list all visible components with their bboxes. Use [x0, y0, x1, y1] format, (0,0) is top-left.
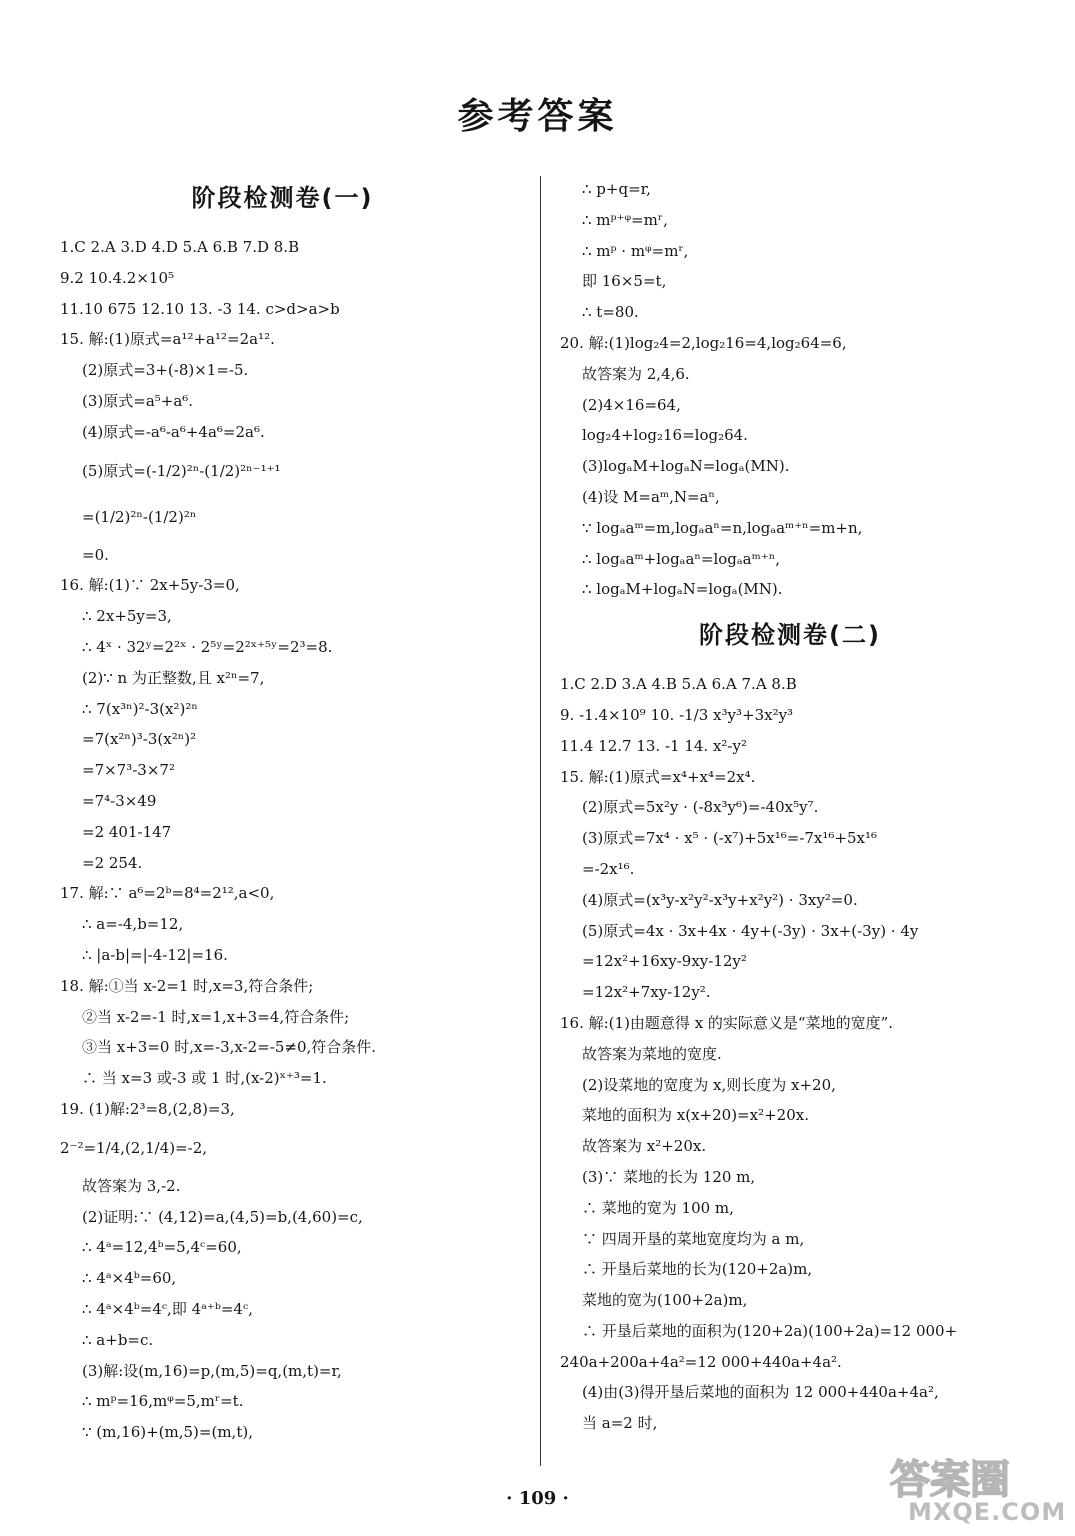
answer-line: ∴ t=80. — [582, 303, 639, 322]
answer-line: (4)设 M=aᵐ,N=aⁿ, — [582, 487, 720, 506]
page-number: · 109 · — [506, 1488, 569, 1509]
answer-line: (4)原式=(x³y-x²y²-x³y+x²y²) · 3xy²=0. — [582, 890, 858, 909]
column-divider — [540, 176, 541, 1466]
answer-line: 菜地的面积为 x(x+20)=x²+20x. — [582, 1106, 809, 1125]
watermark-logo — [880, 1448, 1067, 1528]
answer-line: (2)∵ n 为正整数,且 x²ⁿ=7, — [82, 668, 265, 687]
answer-line: 1.C 2.D 3.A 4.B 5.A 6.A 7.A 8.B — [560, 675, 797, 694]
answer-line: ∴ mᵖ · mᵠ=mʳ, — [582, 241, 689, 260]
answer-line: 240a+200a+4a²=12 000+440a+4a². — [560, 1352, 842, 1371]
answer-line: ∴ 4ᵃ×4ᵇ=4ᶜ,即 4ᵃ⁺ᵇ=4ᶜ, — [82, 1299, 253, 1318]
answer-line: ∴ 7(x³ⁿ)²-3(x²)²ⁿ — [82, 699, 198, 718]
answer-line: ∴ 4ᵃ×4ᵇ=60, — [82, 1269, 177, 1288]
answer-line: 故答案为 2,4,6. — [582, 364, 690, 383]
answer-line: ∴ 4ᵃ=12,4ᵇ=5,4ᶜ=60, — [82, 1238, 242, 1257]
answer-line: ∵ (m,16)+(m,5)=(m,t), — [82, 1423, 253, 1442]
section-title-1: 阶段检测卷(一) — [191, 184, 374, 212]
answer-line: (5)原式=(-1/2)²ⁿ-(1/2)²ⁿ⁻¹⁺¹ — [82, 461, 281, 480]
answer-line: =12x²+7xy-12y². — [582, 983, 711, 1002]
answer-line: =0. — [82, 545, 109, 564]
answer-line: =2 401-147 — [82, 822, 172, 841]
answer-line: ∴ |a-b|=|-4-12|=16. — [82, 945, 228, 964]
answer-line: 16. 解:(1)由题意得 x 的实际意义是“菜地的宽度”. — [560, 1013, 894, 1032]
answer-line: 1.C 2.A 3.D 4.D 5.A 6.B 7.D 8.B — [60, 238, 300, 256]
answer-line: ∴ 当 x=3 或-3 或 1 时,(x-2)ˣ⁺³=1. — [82, 1069, 327, 1088]
answer-line: (2)原式=3+(-8)×1=-5. — [82, 361, 249, 380]
answer-line: ∴ logₐM+logₐN=logₐ(MN). — [582, 580, 783, 599]
answer-line: (3)解:设(m,16)=p,(m,5)=q,(m,t)=r, — [82, 1361, 342, 1380]
answer-line: (2)原式=5x²y · (-8x³y⁶)=-40x⁵y⁷. — [582, 798, 819, 817]
answer-line: =2 254. — [82, 853, 143, 872]
answer-line: 即 16×5=t, — [582, 272, 667, 291]
answer-line: ∴ 2x+5y=3, — [82, 607, 172, 626]
answer-line: 故答案为菜地的宽度. — [582, 1044, 722, 1063]
answer-line: ∴ 4ˣ · 32ʸ=2²ˣ · 2⁵ʸ=2²ˣ⁺⁵ʸ=2³=8. — [82, 637, 333, 656]
answer-line: ∴ mᵖ⁺ᵠ=mʳ, — [582, 210, 668, 229]
answer-line: 故答案为 3,-2. — [82, 1176, 181, 1195]
answer-line: 9. -1.4×10⁹ 10. -1/3 x³y³+3x²y³ — [560, 705, 794, 724]
answer-line: 9.2 10.4.2×10⁵ — [60, 268, 175, 287]
answer-line: ∴ logₐaᵐ+logₐaⁿ=logₐaᵐ⁺ⁿ, — [582, 549, 780, 568]
watermark-text: MXQE.COM — [908, 1498, 1067, 1526]
section-title-2: 阶段检测卷(二) — [699, 621, 881, 650]
answer-line: (3)logₐM+logₐN=logₐ(MN). — [582, 457, 790, 476]
answer-line: ∴ 开垦后菜地的长为(120+2a)m, — [582, 1260, 813, 1279]
answer-line: 16. 解:(1)∵ 2x+5y-3=0, — [60, 576, 240, 595]
answer-line: ∴ p+q=r, — [582, 180, 651, 198]
answer-line: (5)原式=4x · 3x+4x · 4y+(-3y) · 3x+(-3y) · 4y — [582, 921, 919, 940]
watermark-glyph: 答案圈 — [890, 1457, 1010, 1503]
answer-line: (2)证明:∵ (4,12)=a,(4,5)=b,(4,60)=c, — [82, 1207, 363, 1226]
answer-line: ②当 x-2=-1 时,x=1,x+3=4,符合条件; — [82, 1007, 350, 1026]
answer-line: 17. 解:∵ a⁶=2ᵇ=8⁴=2¹²,a<0, — [60, 884, 275, 903]
answer-line: (2)4×16=64, — [582, 395, 681, 414]
answer-line: 15. 解:(1)原式=a¹²+a¹²=2a¹². — [60, 330, 275, 349]
answer-line: (3)∵ 菜地的长为 120 m, — [582, 1167, 756, 1186]
answer-line: 2⁻²=1/4,(2,1/4)=-2, — [60, 1138, 208, 1157]
answer-line: 11.4 12.7 13. -1 14. x²-y² — [560, 736, 747, 755]
page-title: 参考答案 — [457, 96, 618, 137]
answer-line: (4)原式=-a⁶-a⁶+4a⁶=2a⁶. — [82, 422, 265, 441]
answer-line: ∴ 开垦后菜地的面积为(120+2a)(100+2a)=12 000+ — [582, 1321, 958, 1340]
answer-line: =7(x²ⁿ)³-3(x²ⁿ)² — [82, 730, 197, 749]
answer-line: ∴ a=-4,b=12, — [82, 915, 184, 934]
answer-line: (2)设菜地的宽度为 x,则长度为 x+20, — [582, 1075, 836, 1094]
answer-line: =7×7³-3×7² — [82, 761, 175, 780]
answer-line: =(1/2)²ⁿ-(1/2)²ⁿ — [82, 507, 197, 526]
answer-line: 20. 解:(1)log₂4=2,log₂16=4,log₂64=6, — [560, 333, 847, 352]
answer-line: ∵ logₐaᵐ=m,logₐaⁿ=n,logₐaᵐ⁺ⁿ=m+n, — [582, 518, 863, 537]
answer-line: 19. (1)解:2³=8,(2,8)=3, — [60, 1099, 235, 1118]
answer-line: =7⁴-3×49 — [82, 791, 157, 810]
answer-line: ∵ 四周开垦的菜地宽度均为 a m, — [582, 1229, 805, 1248]
answer-line: 15. 解:(1)原式=x⁴+x⁴=2x⁴. — [560, 767, 756, 786]
answer-line: 18. 解:①当 x-2=1 时,x=3,符合条件; — [60, 976, 314, 995]
answer-line: (4)由(3)得开垦后菜地的面积为 12 000+440a+4a², — [582, 1383, 939, 1402]
answer-line: (3)原式=7x⁴ · x⁵ · (-x⁷)+5x¹⁶=-7x¹⁶+5x¹⁶ — [582, 829, 878, 848]
left-column — [60, 176, 505, 1448]
answer-line: ③当 x+3=0 时,x=-3,x-2=-5≠0,符合条件. — [82, 1038, 377, 1057]
answer-line: ∴ mᵖ=16,mᵠ=5,mʳ=t. — [82, 1392, 244, 1411]
answer-line: =12x²+16xy-9xy-12y² — [582, 952, 747, 971]
answer-line: ∴ a+b=c. — [82, 1330, 154, 1349]
answer-line: 故答案为 x²+20x. — [582, 1137, 707, 1156]
answer-line: 当 a=2 时, — [582, 1414, 658, 1433]
answer-line: log₂4+log₂16=log₂64. — [582, 426, 748, 445]
right-column — [560, 174, 1020, 1439]
answer-line: =-2x¹⁶. — [582, 859, 635, 878]
answer-line: (3)原式=a⁵+a⁶. — [82, 391, 194, 410]
answer-line: ∴ 菜地的宽为 100 m, — [582, 1198, 734, 1217]
answer-line: 菜地的宽为(100+2a)m, — [582, 1291, 748, 1310]
answer-line: 11.10 675 12.10 13. -3 14. c>d>a>b — [60, 299, 340, 318]
